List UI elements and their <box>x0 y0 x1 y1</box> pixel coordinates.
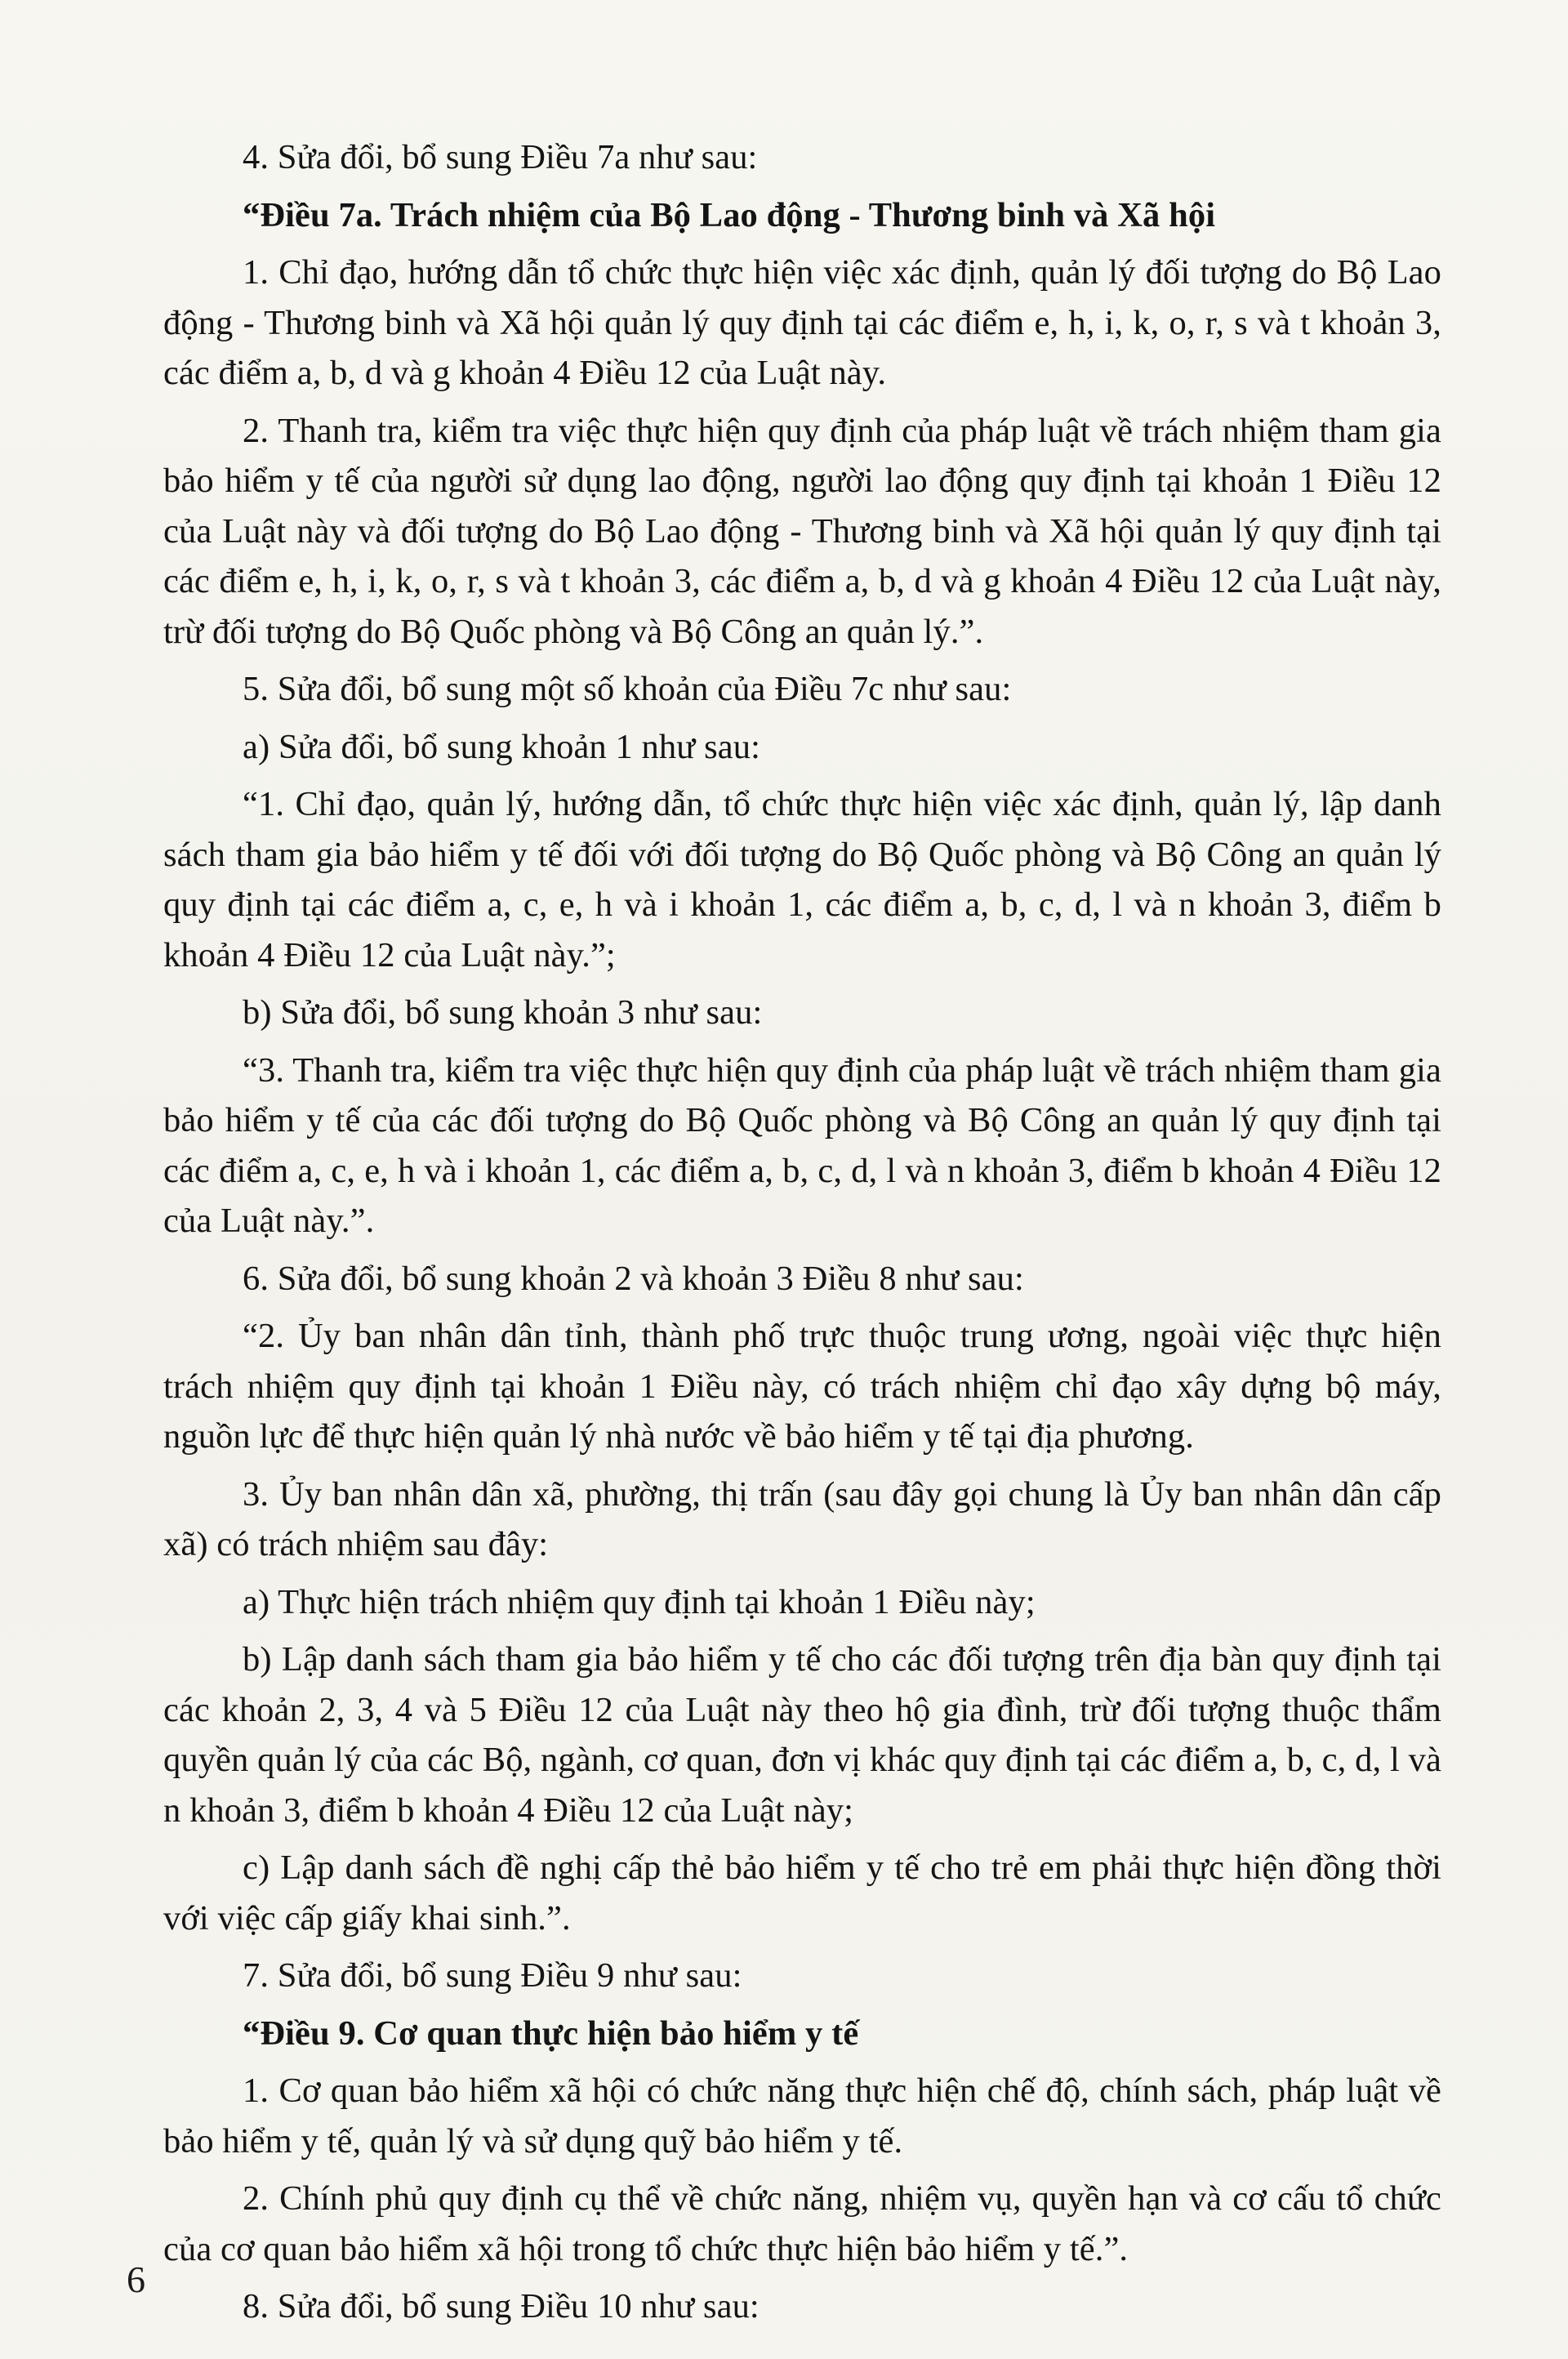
paragraph-amendment-4: 4. Sửa đổi, bổ sung Điều 7a như sau: <box>243 138 758 176</box>
paragraph-amendment-7: 7. Sửa đổi, bổ sung Điều 9 như sau: <box>243 1956 742 1995</box>
paragraph-9-clause-2: 2. Chính phủ quy định cụ thể về chức năng, nhiệm vụ, quyền hạn và cơ cấu tổ chức của cơ quan bảo hiểm xã hội trong tổ chức thực hiện bảo hiểm y tế.”. <box>163 2179 1441 2268</box>
paragraph-9-clause-1: 1. Cơ quan bảo hiểm xã hội có chức năng thực hiện chế độ, chính sách, pháp luật về bảo hiểm y tế, quản lý và sử dụng quỹ bảo hiểm y tế. <box>163 2071 1441 2161</box>
paragraph-8-clause-3a: a) Thực hiện trách nhiệm quy định tại khoản 1 Điều này; <box>243 1582 1036 1621</box>
paragraph-7c-clause-1: “1. Chỉ đạo, quản lý, hướng dẫn, tổ chức thực hiện việc xác định, quản lý, lập danh sách tham gia bảo hiểm y tế đối với đối tượng do Bộ Quốc phòng và Bộ Công an quản lý quy định tại các điểm a, c, e, h và i khoản 1, các điểm a, b, c, d, l và n khoản 3, điểm b khoản 4 Điều 12 của Luật này.”; <box>163 785 1441 974</box>
paragraph-amendment-6: 6. Sửa đổi, bổ sung khoản 2 và khoản 3 Điều 8 như sau: <box>243 1259 1024 1298</box>
paragraph-amendment-8: 8. Sửa đổi, bổ sung Điều 10 như sau: <box>243 2287 760 2326</box>
paragraph-amendment-5: 5. Sửa đổi, bổ sung một số khoản của Điều 7c như sau: <box>243 670 1012 708</box>
paragraph-8-clause-3c: c) Lập danh sách đề nghị cấp thẻ bảo hiểm y tế cho trẻ em phải thực hiện đồng thời với việc cấp giấy khai sinh.”. <box>163 1848 1441 1938</box>
article-7a-heading: “Điều 7a. Trách nhiệm của Bộ Lao động - Thương binh và Xã hội <box>243 195 1216 234</box>
article-9-heading: “Điều 9. Cơ quan thực hiện bảo hiểm y tế <box>243 2013 859 2053</box>
paragraph-7a-clause-1: 1. Chỉ đạo, hướng dẫn tổ chức thực hiện việc xác định, quản lý đối tượng do Bộ Lao động - Thương binh và Xã hội quản lý quy định tại các điểm e, h, i, k, o, r, s và t khoản 3, các điểm a, b, d và g khoản 4 Điều 12 của Luật này. <box>163 253 1441 392</box>
page-number: 6 <box>127 2259 145 2300</box>
paragraph-8-clause-3: 3. Ủy ban nhân dân xã, phường, thị trấn (sau đây gọi chung là Ủy ban nhân dân cấp xã) có trách nhiệm sau đây: <box>163 1474 1441 1563</box>
paragraph-7a-clause-2: 2. Thanh tra, kiểm tra việc thực hiện quy định của pháp luật về trách nhiệm tham gia bảo hiểm y tế của người sử dụng lao động, người lao động quy định tại khoản 1 Điều 12 của Luật này và đối tượng do Bộ Lao động - Thương binh và Xã hội quản lý quy định tại các điểm e, h, i, k, o, r, s và t khoản 3, các điểm a, b, d và g khoản 4 Điều 12 của Luật này, trừ đối tượng do Bộ Quốc phòng và Bộ Công an quản lý.”. <box>163 411 1441 651</box>
paragraph-7c-clause-3: “3. Thanh tra, kiểm tra việc thực hiện quy định của pháp luật về trách nhiệm tham gia bảo hiểm y tế của các đối tượng do Bộ Quốc phòng và Bộ Công an quản lý quy định tại các điểm a, c, e, h và i khoản 1, các điểm a, b, c, d, l và n khoản 3, điểm b khoản 4 Điều 12 của Luật này.”. <box>163 1050 1441 1240</box>
paragraph-5a: a) Sửa đổi, bổ sung khoản 1 như sau: <box>243 727 760 766</box>
paragraph-8-clause-3b: b) Lập danh sách tham gia bảo hiểm y tế cho các đối tượng trên địa bàn quy định tại các khoản 2, 3, 4 và 5 Điều 12 của Luật này theo hộ gia đình, trừ đối tượng thuộc thẩm quyền quản lý của các Bộ, ngành, cơ quan, đơn vị khác quy định tại các điểm a, b, c, d, l và n khoản 3, điểm b khoản 4 Điều 12 của Luật này; <box>163 1640 1441 1830</box>
body-text <box>163 132 1441 2339</box>
paragraph-5b: b) Sửa đổi, bổ sung khoản 3 như sau: <box>243 993 763 1032</box>
paragraph-8-clause-2: “2. Ủy ban nhân dân tỉnh, thành phố trực thuộc trung ương, ngoài việc thực hiện trách nhiệm quy định tại khoản 1 Điều này, có trách nhiệm chỉ đạo xây dựng bộ máy, nguồn lực để thực hiện quản lý nhà nước về bảo hiểm y tế tại địa phương. <box>163 1317 1441 1456</box>
